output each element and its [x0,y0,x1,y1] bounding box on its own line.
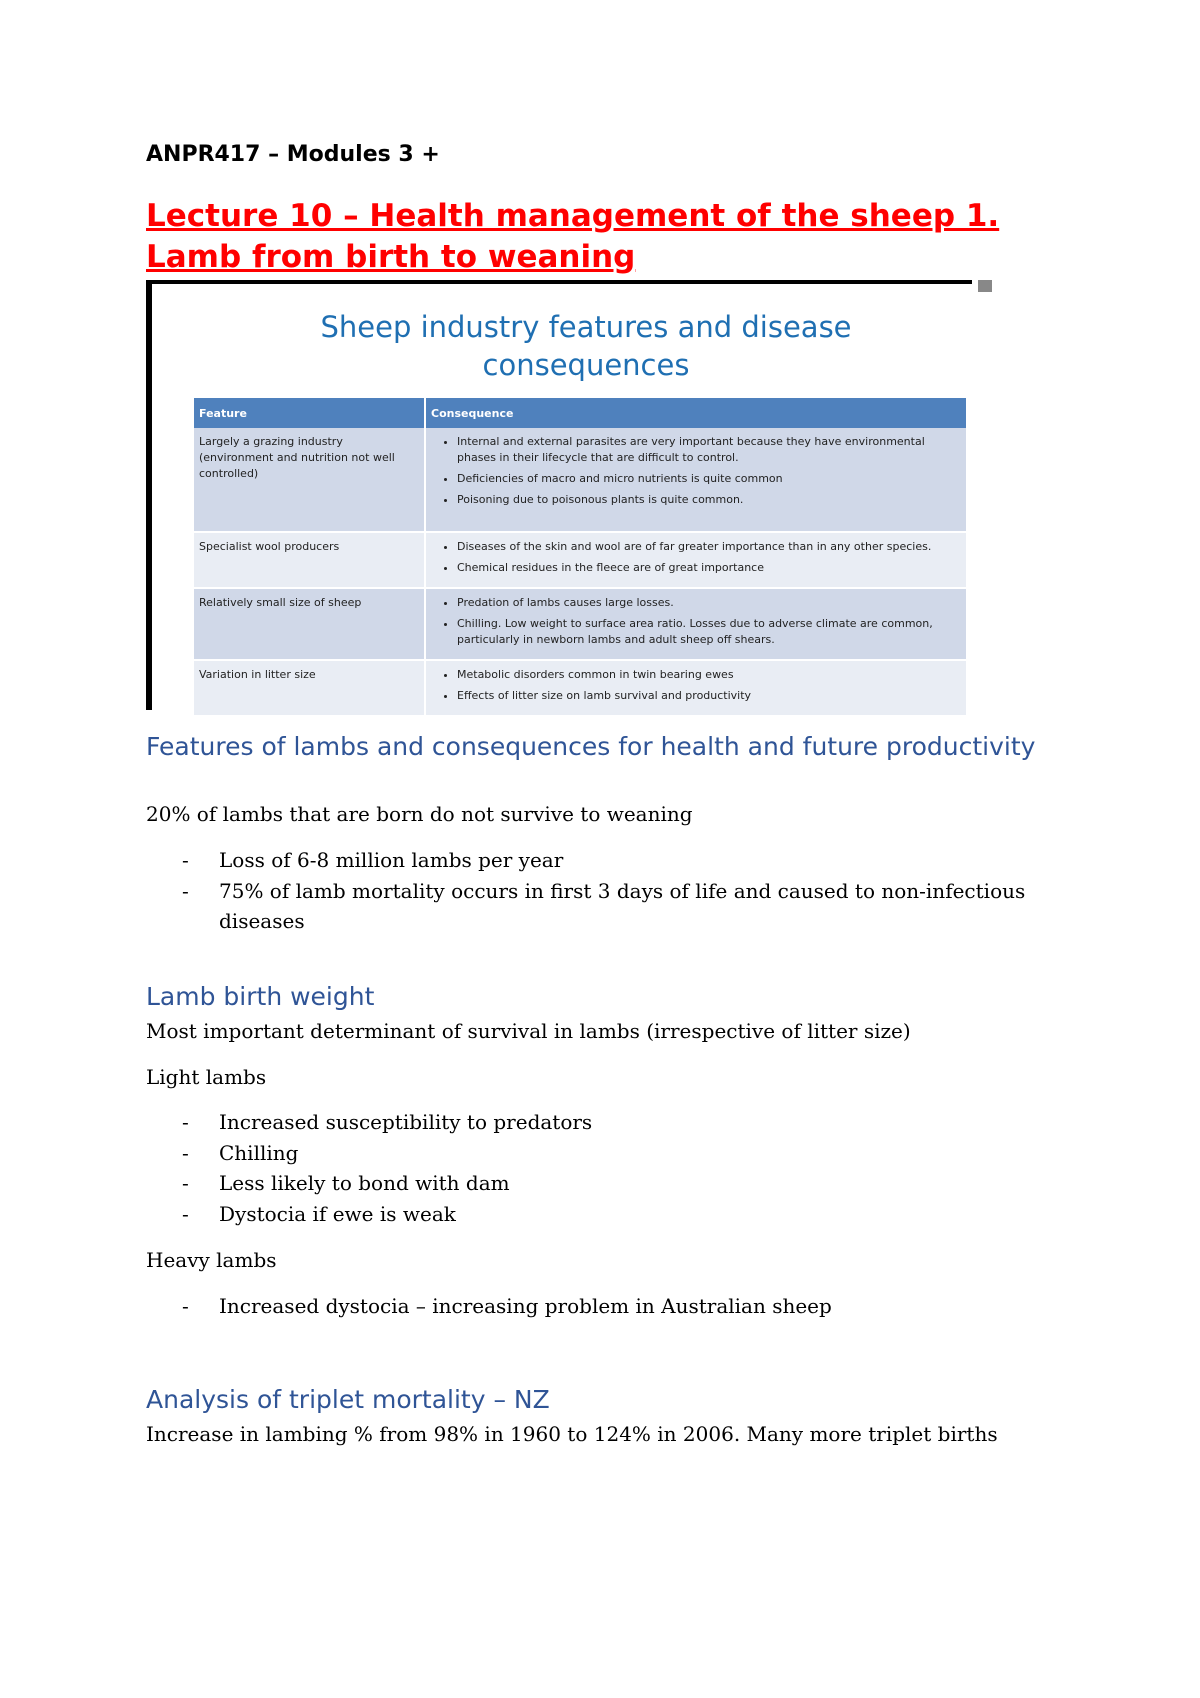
column-header-feature: Feature [194,398,425,428]
table-row [194,532,967,588]
heavy-lambs-list [146,1291,1026,1322]
feature-cell: Variation in litter size [194,660,425,716]
table-row [194,660,967,716]
table-row [194,428,967,532]
table-header-row [194,398,967,428]
slide-border [146,280,972,284]
light-lambs-list [146,1107,1026,1229]
features-list [146,845,1026,937]
list-item: - Loss of 6-8 million lambs per year [146,845,1026,876]
feature-cell: Relatively small size of sheep [194,588,425,660]
list-item: - Less likely to bond with dam [146,1168,1026,1199]
consequence-cell [425,532,967,588]
consequence-item: • Predation of lambs causes large losses. [457,595,961,611]
slide-table [194,398,968,717]
section-heading-features: Features of lambs and consequences for health and future productivity [146,732,1036,761]
features-intro: 20% of lambs that are born do not survive to weaning [146,802,693,826]
heavy-lambs-label: Heavy lambs [146,1248,277,1272]
consequence-item: • Diseases of the skin and wool are of far greater importance than in any other species. [457,539,961,555]
consequence-item: • Deficiencies of macro and micro nutrients is quite common [457,471,961,487]
consequence-item: • Poisoning due to poisonous plants is quite common. [457,492,961,508]
table-row [194,588,967,660]
consequence-item: • Chilling. Low weight to surface area ratio. Losses due to adverse climate are common, particularly in newborn lambs and adult sheep off shears. [457,616,961,648]
course-code: ANPR417 – Modules 3 + [146,142,440,167]
list-item: - Dystocia if ewe is weak [146,1199,1026,1230]
consequence-item: • Effects of litter size on lamb survival and productivity [457,688,961,704]
consequence-item: • Chemical residues in the fleece are of great importance [457,560,961,576]
lecture-title: Lecture 10 – Health management of the sheep 1. Lamb from birth to weaning [146,198,1000,275]
consequence-cell [425,428,967,532]
triplet-text: Increase in lambing % from 98% in 1960 to 124% in 2006. Many more triplet births [146,1422,998,1446]
section-heading-triplet: Analysis of triplet mortality – NZ [146,1385,550,1414]
feature-cell: Specialist wool producers [194,532,425,588]
list-item: - Increased dystocia – increasing problem in Australian sheep [146,1291,1026,1322]
light-lambs-label: Light lambs [146,1065,267,1089]
consequence-cell [425,588,967,660]
slide-corner-mark [978,280,992,292]
feature-cell: Largely a grazing industry (environment and nutrition not well controlled) [194,428,425,532]
consequence-item: • Internal and external parasites are very important because they have environmental phases in their lifecycle that are difficult to control. [457,434,961,466]
section-heading-birth-weight: Lamb birth weight [146,982,375,1011]
slide-border [146,280,152,710]
column-header-consequence: Consequence [425,398,967,428]
slide-image [146,280,992,710]
consequence-cell [425,660,967,716]
list-item: - Chilling [146,1138,1026,1169]
birth-weight-intro: Most important determinant of survival in lambs (irrespective of litter size) [146,1019,911,1043]
consequence-item: • Metabolic disorders common in twin bearing ewes [457,667,961,683]
list-item: - 75% of lamb mortality occurs in first 3 days of life and caused to non-infectious diseases [146,876,1026,937]
list-item: - Increased susceptibility to predators [146,1107,1026,1138]
slide-title: Sheep industry features and disease consequences [320,310,852,382]
